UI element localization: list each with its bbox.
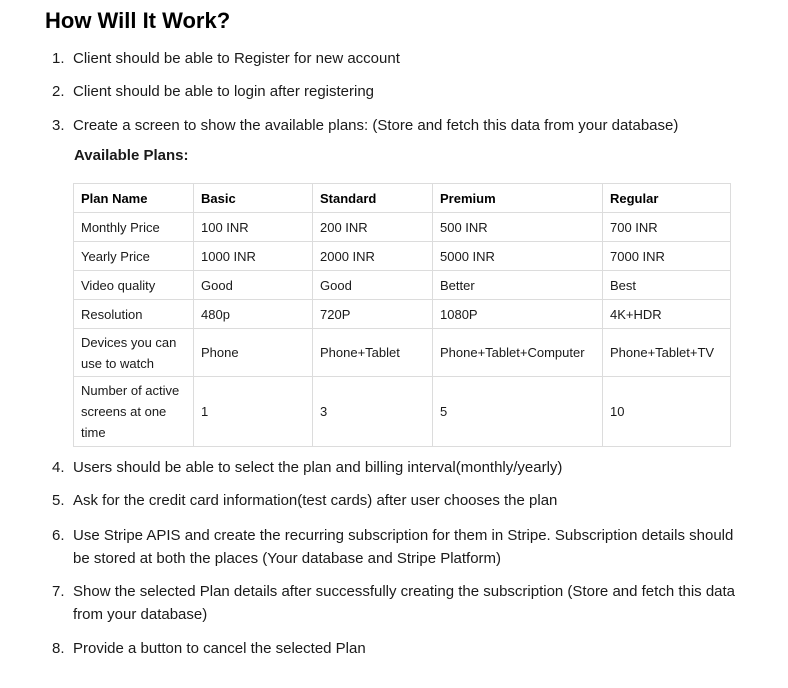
- table-cell: 5000 INR: [433, 242, 603, 271]
- table-cell: Basic: [194, 184, 313, 213]
- list-number: 4.: [52, 459, 65, 476]
- table-cell: Best: [603, 271, 731, 300]
- list-item: [52, 114, 742, 137]
- list-item: [52, 80, 742, 103]
- table-row: [74, 377, 731, 447]
- table-row: [74, 242, 731, 271]
- list-number: 2.: [52, 83, 65, 100]
- table-cell: Premium: [433, 184, 603, 213]
- table-cell: Phone: [194, 329, 313, 377]
- list-number: 1.: [52, 50, 65, 67]
- list-text: Client should be able to Register for new account: [73, 50, 400, 67]
- table-cell: 1080P: [433, 300, 603, 329]
- table-cell: 1: [194, 377, 313, 447]
- table-cell: Phone+Tablet+Computer: [433, 329, 603, 377]
- table-cell: Regular: [603, 184, 731, 213]
- list-number: 8.: [52, 640, 65, 657]
- table-cell: 10: [603, 377, 731, 447]
- list-text: Client should be able to login after registering: [73, 83, 375, 100]
- table-cell: 500 INR: [433, 213, 603, 242]
- table-cell: Devices you can use to watch: [74, 329, 194, 377]
- table-cell: Plan Name: [74, 184, 194, 213]
- page-title: How Will It Work?: [45, 8, 231, 33]
- table-cell: Phone+Tablet: [313, 329, 433, 377]
- table-cell: Better: [433, 271, 603, 300]
- table-cell: 200 INR: [313, 213, 433, 242]
- table-row: [74, 329, 731, 377]
- list-number: 7.: [52, 583, 65, 600]
- table-row: [74, 300, 731, 329]
- table-cell: 2000 INR: [313, 242, 433, 271]
- list-text: Ask for the credit card information(test cards) after user chooses the plan: [73, 492, 558, 509]
- table-cell: Phone+Tablet+TV: [603, 329, 731, 377]
- list-text: Show the selected Plan details after successfully creating the subscription (Store and fetch this data from your database): [73, 583, 736, 623]
- table-cell: 4K+HDR: [603, 300, 731, 329]
- list-text: Users should be able to select the plan and billing interval(monthly/yearly): [73, 459, 563, 476]
- table-cell: Yearly Price: [74, 242, 194, 271]
- table-cell: Resolution: [74, 300, 194, 329]
- table-row: [74, 184, 731, 213]
- table-row: [74, 271, 731, 300]
- table-cell: 100 INR: [194, 213, 313, 242]
- list-item: [52, 524, 742, 570]
- table-cell: 5: [433, 377, 603, 447]
- table-cell: Number of active screens at one time: [74, 377, 194, 447]
- list-number: 6.: [52, 527, 65, 544]
- list-item: [52, 580, 742, 626]
- list-item: [52, 47, 742, 70]
- list-text: Provide a button to cancel the selected Plan: [73, 640, 366, 657]
- list-text: Create a screen to show the available plans: (Store and fetch this data from your database): [73, 117, 679, 134]
- table-cell: 3: [313, 377, 433, 447]
- available-plans-heading: Available Plans:: [74, 147, 189, 164]
- table-cell: 480p: [194, 300, 313, 329]
- table-cell: 700 INR: [603, 213, 731, 242]
- table-cell: 7000 INR: [603, 242, 731, 271]
- list-item: [52, 637, 742, 660]
- plans-table: [73, 183, 731, 447]
- list-item: [52, 489, 742, 512]
- table-row: [74, 213, 731, 242]
- list-item: [52, 456, 742, 479]
- table-cell: Monthly Price: [74, 213, 194, 242]
- table-cell: Good: [313, 271, 433, 300]
- table-cell: Video quality: [74, 271, 194, 300]
- list-text: Use Stripe APIS and create the recurring subscription for them in Stripe. Subscription details should be stored at both the places (Your database and Stripe Platform): [73, 527, 734, 567]
- list-number: 5.: [52, 492, 65, 509]
- list-number: 3.: [52, 117, 65, 134]
- table-cell: 1000 INR: [194, 242, 313, 271]
- table-cell: Good: [194, 271, 313, 300]
- table-cell: 720P: [313, 300, 433, 329]
- table-cell: Standard: [313, 184, 433, 213]
